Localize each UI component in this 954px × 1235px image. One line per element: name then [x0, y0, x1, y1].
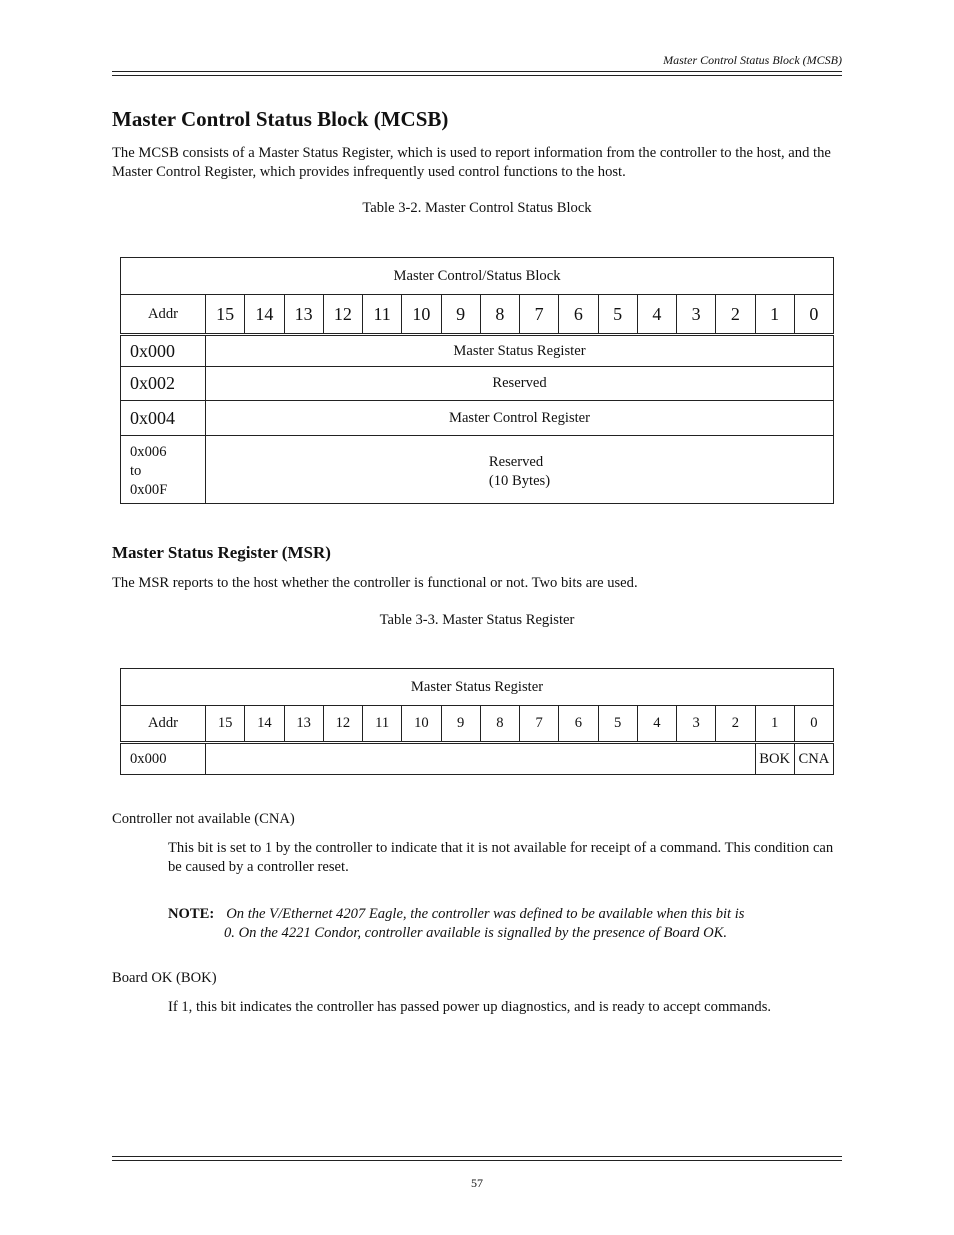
bit-header-row [121, 706, 834, 743]
bit-header: 5 [598, 295, 637, 335]
reserved-bits [206, 743, 756, 775]
bit-header: 14 [245, 706, 284, 743]
addr-header: Addr [121, 295, 206, 335]
addr-header: Addr [121, 706, 206, 743]
table-row [121, 401, 834, 436]
footer-rule [112, 1156, 842, 1157]
bit-header: 10 [402, 706, 441, 743]
bit-header: 12 [323, 706, 362, 743]
footer-rule [112, 1160, 842, 1161]
note-line: 0. On the 4221 Condor, controller available is signalled by the presence of Board OK. [224, 925, 728, 941]
row-desc: Reserved [206, 367, 834, 401]
bit-header-row [121, 295, 834, 335]
bit-header: 7 [520, 295, 559, 335]
cna-bit: CNA [794, 743, 833, 775]
cna-description: This bit is set to 1 by the controller to indicate that it is not available for receipt of a command. This condition can be caused by a controller reset. [168, 840, 834, 875]
section-title: Master Control Status Block (MCSB) [112, 107, 449, 131]
bit-header: 1 [755, 295, 794, 335]
table-title: Master Status Register [121, 669, 834, 706]
note-label: NOTE: [168, 906, 215, 922]
row-addr: 0x004 [121, 401, 206, 436]
bit-header: 13 [284, 706, 323, 743]
table-title: Master Control/Status Block [121, 258, 834, 295]
row-desc: Master Control Register [206, 401, 834, 436]
table1-caption: Table 3-2. Master Control Status Block [362, 200, 592, 216]
bit-header: 2 [716, 706, 755, 743]
row-desc [206, 436, 834, 504]
bit-header: 11 [363, 295, 402, 335]
header-rule [112, 71, 842, 72]
row-addr: 0x000 [121, 335, 206, 367]
subsection-title: Master Status Register (MSR) [112, 543, 331, 562]
bok-description: If 1, this bit indicates the controller has passed power up diagnostics, and is ready to accept commands. [168, 999, 772, 1015]
bit-header: 6 [559, 706, 598, 743]
bit-header: 5 [598, 706, 637, 743]
addr-line: 0x00F [130, 482, 168, 498]
bok-bit: BOK [755, 743, 794, 775]
bit-header: 0 [794, 706, 833, 743]
bit-header: 3 [677, 295, 716, 335]
header-rule [112, 75, 842, 76]
note-line: On the V/Ethernet 4207 Eagle, the controller was defined to be available when this bit is [226, 906, 745, 922]
desc-line: (10 Bytes) [488, 472, 551, 489]
bit-header: 15 [206, 295, 245, 335]
desc-line: Reserved [488, 453, 544, 470]
bit-header: 8 [480, 295, 519, 335]
running-header: Master Control Status Block (MCSB) [663, 53, 842, 67]
bit-header: 11 [363, 706, 402, 743]
bit-header: 4 [637, 295, 676, 335]
bit-header: 4 [637, 706, 676, 743]
bit-header: 10 [402, 295, 441, 335]
table-row [121, 367, 834, 401]
bit-header: 9 [441, 706, 480, 743]
subsection-intro: The MSR reports to the host whether the controller is functional or not. Two bits are used. [112, 575, 638, 591]
bit-header: 1 [755, 706, 794, 743]
msr-table [120, 668, 834, 775]
bit-header: 3 [677, 706, 716, 743]
addr-line: to [130, 463, 142, 479]
bit-header: 14 [245, 295, 284, 335]
bok-label: Board OK (BOK) [112, 970, 217, 986]
page-number: 57 [471, 1176, 483, 1190]
section-intro: The MCSB consists of a Master Status Register, which is used to report information from the controller to the host, and the Master Control Register, which provides infrequently used control functions to the host. [112, 145, 831, 180]
table-row [121, 335, 834, 367]
bit-header: 6 [559, 295, 598, 335]
mcsb-table [120, 257, 834, 504]
row-addr-range [121, 436, 206, 504]
bit-header: 7 [520, 706, 559, 743]
row-addr: 0x000 [121, 743, 206, 775]
cna-label: Controller not available (CNA) [112, 811, 295, 827]
row-addr: 0x002 [121, 367, 206, 401]
bit-header: 9 [441, 295, 480, 335]
bit-header: 8 [480, 706, 519, 743]
addr-line: 0x006 [130, 444, 167, 460]
bit-header: 0 [794, 295, 833, 335]
bit-header: 15 [206, 706, 245, 743]
table2-caption: Table 3-3. Master Status Register [379, 612, 575, 628]
row-desc: Master Status Register [206, 335, 834, 367]
table-row [121, 743, 834, 775]
bit-header: 12 [323, 295, 362, 335]
bit-header: 2 [716, 295, 755, 335]
table-row [121, 436, 834, 504]
note [168, 905, 808, 943]
bit-header: 13 [284, 295, 323, 335]
